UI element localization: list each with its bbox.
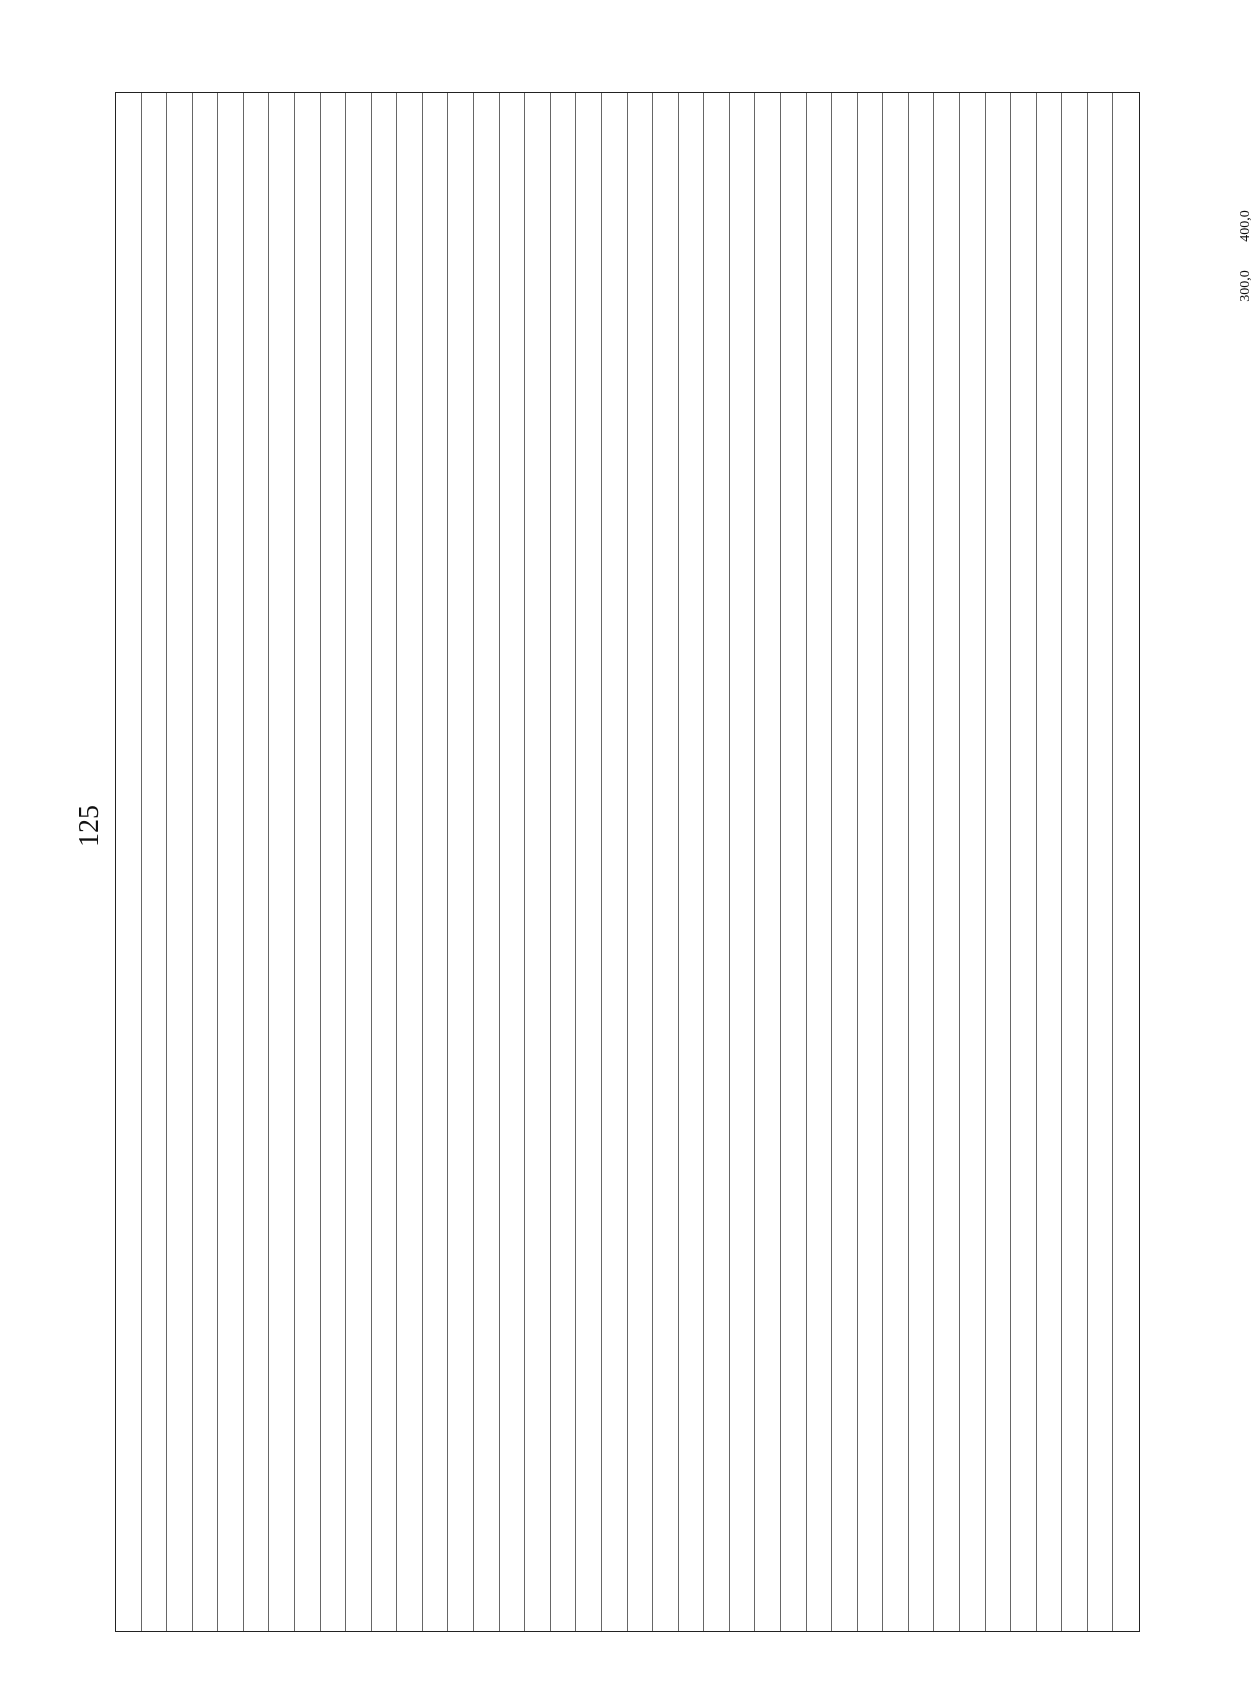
table-row — [474, 93, 500, 1631]
page-number: 125 — [74, 805, 105, 847]
table-row — [730, 93, 756, 1631]
table-row — [602, 93, 628, 1631]
table-row — [448, 93, 474, 1631]
rotated-budget-table — [115, 92, 1253, 1632]
table-row — [679, 93, 705, 1631]
table-row — [551, 93, 577, 1631]
table-row — [525, 93, 551, 1631]
table-row — [1062, 93, 1088, 1631]
table-row — [218, 93, 244, 1631]
amount-column-header: 400,0 — [1238, 210, 1253, 242]
table-row — [500, 93, 526, 1631]
table-row — [883, 93, 909, 1631]
table-row — [269, 93, 295, 1631]
table-row — [781, 93, 807, 1631]
table-grid — [116, 93, 1139, 1631]
table-row — [755, 93, 781, 1631]
table-row — [1088, 93, 1114, 1631]
table-row — [116, 93, 142, 1631]
table-row — [1011, 93, 1037, 1631]
amount-column-header: 300,0 — [1238, 270, 1253, 302]
table-row — [986, 93, 1012, 1631]
table-row — [321, 93, 347, 1631]
table-row — [1037, 93, 1063, 1631]
table-row — [397, 93, 423, 1631]
table-row — [295, 93, 321, 1631]
table-row — [167, 93, 193, 1631]
table-row — [628, 93, 654, 1631]
table-row — [193, 93, 219, 1631]
table-row — [807, 93, 833, 1631]
table-row — [576, 93, 602, 1631]
table-row — [142, 93, 168, 1631]
table-row — [244, 93, 270, 1631]
table-row — [832, 93, 858, 1631]
table-row — [858, 93, 884, 1631]
table-row — [372, 93, 398, 1631]
table-row — [960, 93, 986, 1631]
table-row — [346, 93, 372, 1631]
table-row — [909, 93, 935, 1631]
table-row — [934, 93, 960, 1631]
table-row — [704, 93, 730, 1631]
table-row — [423, 93, 449, 1631]
table-row — [653, 93, 679, 1631]
table-row — [1113, 93, 1139, 1631]
